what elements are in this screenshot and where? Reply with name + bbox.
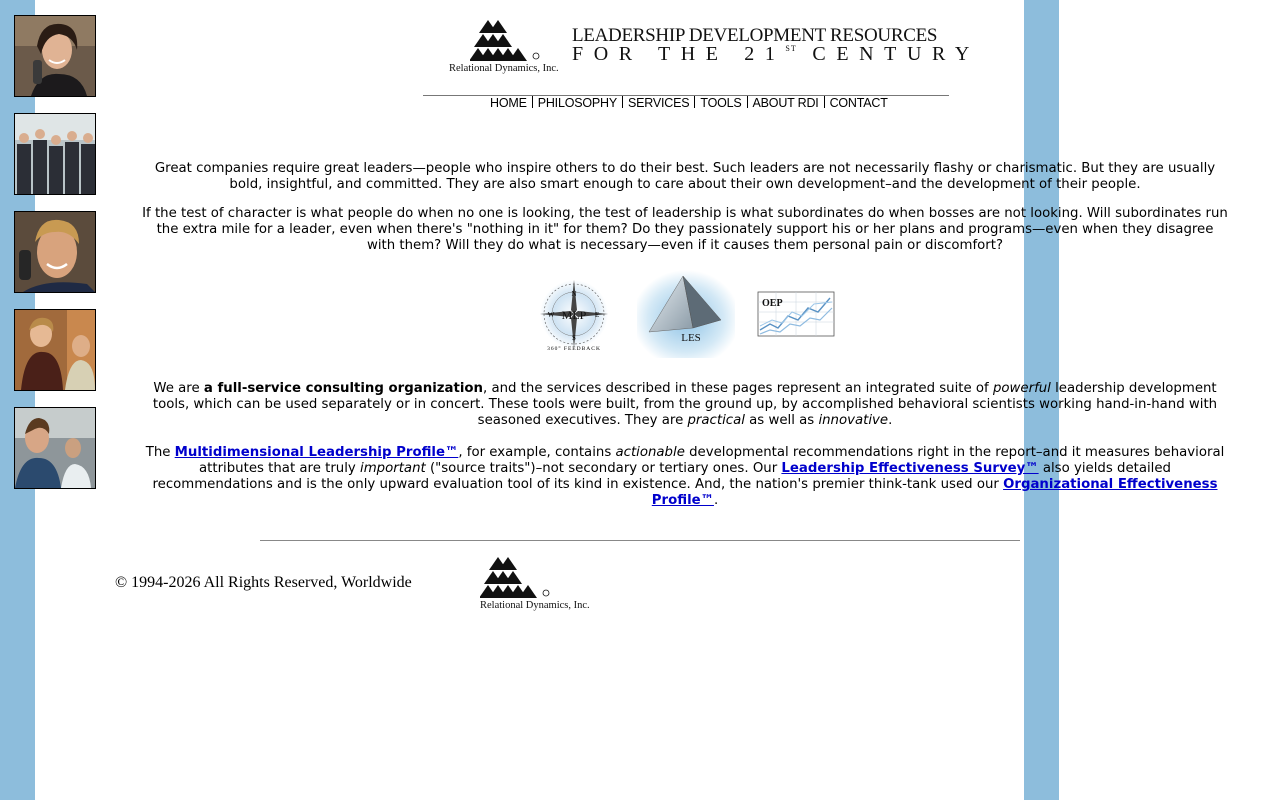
nav-separator: [694, 96, 695, 108]
mlp-south: S: [572, 334, 576, 342]
rdi-triangle-logo-icon: [470, 18, 544, 62]
mlp-north: N: [571, 290, 577, 298]
footer-triangle-logo-icon: [480, 555, 554, 599]
intro-paragraph-2: If the test of character is what people do when no one is looking, the test of leadership is what subordinates do when bosses are not looking. Will subordinates run the extra mile for a leader, even when there's "nothing in it" for them? Do they passionately support his or her plans and programs—even when they disagree with them? Will they do what is necessary—even if it causes them personal pain or discomfort?: [142, 206, 1228, 253]
tagline-line-1: LEADERSHIP DEVELOPMENT RESOURCES: [572, 25, 938, 46]
mlp-label: MLP: [561, 308, 587, 322]
mlp-compass-emblem[interactable]: [538, 276, 610, 354]
les-link[interactable]: Leadership Effectiveness Survey™: [781, 461, 1039, 476]
nav-philosophy[interactable]: PHILOSOPHY: [537, 96, 617, 110]
les-pyramid-emblem[interactable]: [637, 270, 735, 358]
oep-label: OEP: [762, 298, 783, 309]
nav-home[interactable]: HOME: [490, 96, 527, 110]
intro-paragraph-1: Great companies require great leaders—people who inspire others to do their best. Such leaders are not necessarily flashy or charismatic. But they are usually bold, insightful, and committed. They are also smart enough to care about their own development–and the development of their people.: [154, 161, 1216, 192]
main-nav: [490, 96, 888, 110]
les-label: LES: [681, 332, 701, 344]
nav-separator: [747, 96, 748, 108]
photo-business-group: [14, 113, 96, 195]
mlp-east: E: [594, 311, 600, 319]
photo-team-discussion: [14, 407, 96, 489]
nav-contact[interactable]: CONTACT: [829, 96, 888, 110]
mlp-west: W: [547, 311, 555, 319]
nav-about-rdi[interactable]: ABOUT RDI: [752, 96, 819, 110]
photo-man-on-phone: [14, 211, 96, 293]
nav-separator: [532, 96, 533, 108]
tools-paragraph: The Multidimensional Leadership Profile™, for example, contains actionable developmental recommendations right in the report–and it measures behavioral attributes that are truly important ("source traits")–not secondary or tertiary ones. Our Leadership Effectiveness Survey™ also yields detailed recommendations and is the only upward evaluation tool of its kind in existence. And, the nation's premier think-tank used our Organizational Effectiveness Profile™.: [145, 445, 1225, 508]
mlp-ring-text: 360° FEEDBACK: [547, 346, 601, 352]
photo-women-meeting: [14, 309, 96, 391]
nav-services[interactable]: SERVICES: [627, 96, 690, 110]
tagline-line-2: FOR THE 21ST CENTURY: [572, 43, 980, 65]
nav-separator: [622, 96, 623, 108]
footer-divider: [260, 540, 1020, 541]
services-paragraph: We are a full-service consulting organization, and the services described in these pages represent an integrated suite of powerful leadership development tools, which can be used separately or in concert. These tools were built, from the ground up, by accomplished behavioral scientists working hand-in-hand with seasoned executives. They are practical as well as innovative.: [152, 381, 1218, 428]
nav-separator: [824, 96, 825, 108]
oep-chart-emblem[interactable]: [756, 290, 842, 340]
copyright-notice: © 1994-2026 All Rights Reserved, Worldwide: [115, 574, 412, 591]
footer-company-name: Relational Dynamics, Inc.: [480, 600, 590, 611]
nav-tools[interactable]: TOOLS: [700, 96, 742, 110]
photo-businesswoman-on-phone: [14, 15, 96, 97]
company-name-caption: Relational Dynamics, Inc.: [449, 63, 559, 74]
mlp-link[interactable]: Multidimensional Leadership Profile™: [174, 445, 459, 460]
oep-link[interactable]: Organizational Effectiveness Profile™: [651, 477, 1218, 508]
